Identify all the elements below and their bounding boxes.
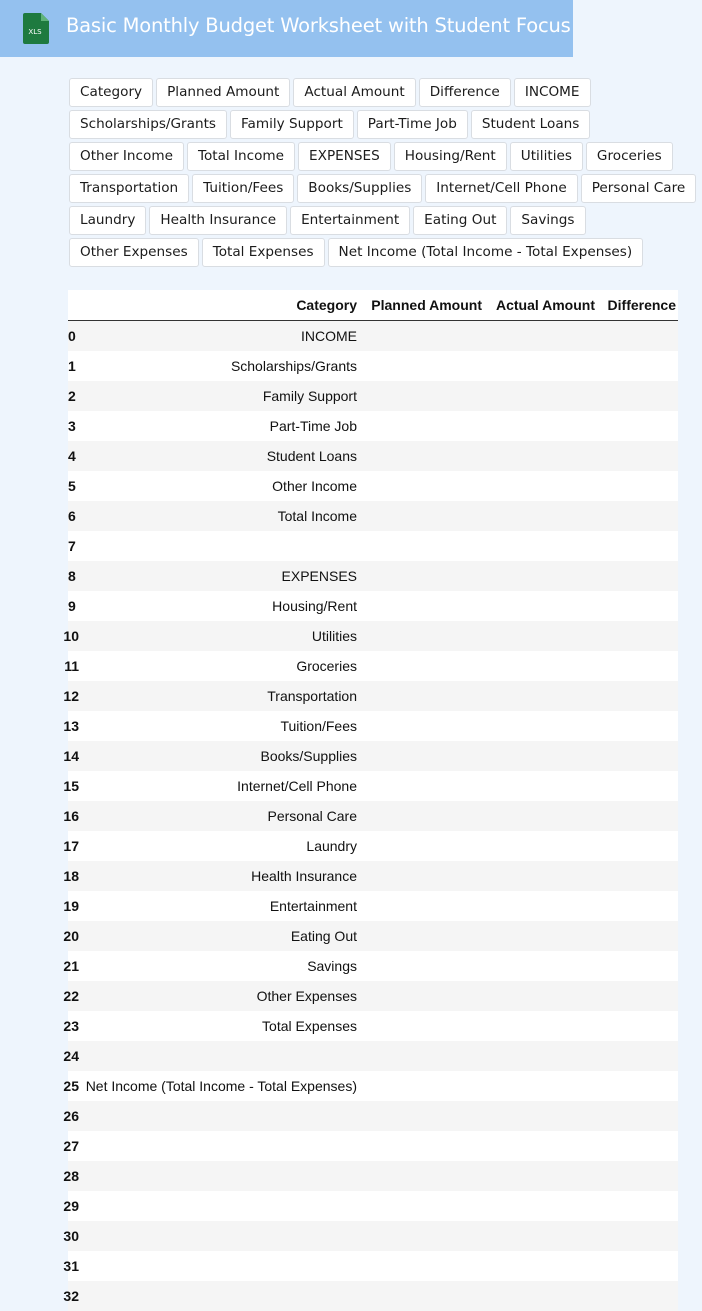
category-cell[interactable]: Internet/Cell Phone	[79, 771, 359, 801]
xls-icon-label: XLS	[28, 28, 42, 36]
spreadsheet[interactable]	[63, 290, 678, 1304]
planned-amount-cell[interactable]	[359, 501, 484, 531]
table-row	[68, 1281, 678, 1311]
row-index: 31	[68, 1251, 79, 1281]
row-index: 6	[68, 501, 79, 531]
column-chip[interactable]: EXPENSES	[298, 142, 391, 171]
column-chip[interactable]: Student Loans	[471, 110, 591, 139]
row-index: 11	[68, 651, 79, 681]
table-row	[68, 471, 678, 501]
column-chip[interactable]: INCOME	[514, 78, 591, 107]
planned-amount-cell[interactable]	[359, 531, 484, 561]
column-chip[interactable]: Scholarships/Grants	[69, 110, 227, 139]
row-index: 24	[68, 1041, 79, 1071]
category-cell[interactable]	[79, 1251, 359, 1281]
difference-cell[interactable]	[597, 381, 678, 411]
actual-amount-cell[interactable]	[484, 951, 597, 981]
row-index: 14	[68, 741, 79, 771]
actual-amount-cell[interactable]	[484, 1251, 597, 1281]
row-index: 16	[68, 801, 79, 831]
table-row	[68, 381, 678, 411]
actual-amount-cell[interactable]	[484, 861, 597, 891]
actual-amount-cell[interactable]	[484, 351, 597, 381]
actual-amount-cell[interactable]	[484, 741, 597, 771]
actual-amount-cell[interactable]	[484, 681, 597, 711]
column-chip[interactable]: Family Support	[230, 110, 354, 139]
table-header-row	[68, 290, 678, 321]
column-chip[interactable]: Eating Out	[413, 206, 507, 235]
actual-amount-cell[interactable]	[484, 1221, 597, 1251]
actual-amount-cell[interactable]	[484, 621, 597, 651]
category-cell[interactable]: Total Income	[79, 501, 359, 531]
table-row	[68, 921, 678, 951]
difference-cell[interactable]	[597, 891, 678, 921]
planned-amount-cell[interactable]	[359, 651, 484, 681]
column-chip-list	[69, 78, 702, 267]
column-header-planned-amount[interactable]: Planned Amount	[359, 290, 484, 321]
category-cell[interactable]	[79, 1131, 359, 1161]
planned-amount-cell[interactable]	[359, 561, 484, 591]
row-index: 17	[68, 831, 79, 861]
actual-amount-cell[interactable]	[484, 771, 597, 801]
actual-amount-cell[interactable]	[484, 921, 597, 951]
table-row	[68, 861, 678, 891]
table-row	[68, 1191, 678, 1221]
actual-amount-cell[interactable]	[484, 1071, 597, 1101]
category-cell[interactable]	[79, 531, 359, 561]
category-cell[interactable]: Entertainment	[79, 891, 359, 921]
planned-amount-cell[interactable]	[359, 411, 484, 441]
category-cell[interactable]	[79, 1041, 359, 1071]
planned-amount-cell[interactable]	[359, 1281, 484, 1311]
planned-amount-cell[interactable]	[359, 1131, 484, 1161]
planned-amount-cell[interactable]	[359, 1251, 484, 1281]
planned-amount-cell[interactable]	[359, 801, 484, 831]
actual-amount-cell[interactable]	[484, 1041, 597, 1071]
row-index: 28	[68, 1161, 79, 1191]
table-row	[68, 1161, 678, 1191]
planned-amount-cell[interactable]	[359, 1041, 484, 1071]
column-chip[interactable]: Other Expenses	[69, 238, 199, 267]
category-cell[interactable]: Other Income	[79, 471, 359, 501]
difference-cell[interactable]	[597, 1131, 678, 1161]
column-chip[interactable]: Savings	[510, 206, 585, 235]
row-index: 0	[68, 321, 79, 352]
column-chip[interactable]: Difference	[419, 78, 511, 107]
planned-amount-cell[interactable]	[359, 321, 484, 352]
planned-amount-cell[interactable]	[359, 381, 484, 411]
actual-amount-cell[interactable]	[484, 531, 597, 561]
table-row	[68, 1101, 678, 1131]
actual-amount-cell[interactable]	[484, 321, 597, 352]
category-cell[interactable]	[79, 1191, 359, 1221]
category-cell[interactable]: Transportation	[79, 681, 359, 711]
difference-cell[interactable]	[597, 1101, 678, 1131]
category-cell[interactable]: Net Income (Total Income - Total Expenses)	[79, 1071, 359, 1101]
actual-amount-cell[interactable]	[484, 1161, 597, 1191]
planned-amount-cell[interactable]	[359, 861, 484, 891]
difference-cell[interactable]	[597, 591, 678, 621]
category-cell[interactable]	[79, 1221, 359, 1251]
table-row	[68, 1011, 678, 1041]
column-chip[interactable]: Other Income	[69, 142, 184, 171]
table-row	[68, 561, 678, 591]
planned-amount-cell[interactable]	[359, 891, 484, 921]
actual-amount-cell[interactable]	[484, 1131, 597, 1161]
difference-cell[interactable]	[597, 1011, 678, 1041]
table-row	[68, 411, 678, 441]
column-header-category[interactable]: Category	[79, 290, 359, 321]
planned-amount-cell[interactable]	[359, 951, 484, 981]
category-cell[interactable]: Family Support	[79, 381, 359, 411]
column-chip[interactable]: Groceries	[586, 142, 673, 171]
category-cell[interactable]: Part-Time Job	[79, 411, 359, 441]
planned-amount-cell[interactable]	[359, 981, 484, 1011]
category-cell[interactable]: Books/Supplies	[79, 741, 359, 771]
table-row	[68, 681, 678, 711]
row-index: 3	[68, 411, 79, 441]
column-chip[interactable]: Health Insurance	[149, 206, 287, 235]
actual-amount-cell[interactable]	[484, 1011, 597, 1041]
table-row	[68, 651, 678, 681]
difference-cell[interactable]	[597, 861, 678, 891]
difference-cell[interactable]	[597, 921, 678, 951]
difference-cell[interactable]	[597, 471, 678, 501]
row-index: 2	[68, 381, 79, 411]
xls-file-icon	[23, 13, 49, 44]
planned-amount-cell[interactable]	[359, 1161, 484, 1191]
difference-cell[interactable]	[597, 951, 678, 981]
actual-amount-cell[interactable]	[484, 561, 597, 591]
column-chip[interactable]: Tuition/Fees	[192, 174, 294, 203]
actual-amount-cell[interactable]	[484, 981, 597, 1011]
difference-cell[interactable]	[597, 1041, 678, 1071]
difference-cell[interactable]	[597, 441, 678, 471]
column-chip[interactable]: Planned Amount	[156, 78, 290, 107]
row-index: 30	[68, 1221, 79, 1251]
difference-cell[interactable]	[597, 801, 678, 831]
difference-cell[interactable]	[597, 351, 678, 381]
difference-cell[interactable]	[597, 1161, 678, 1191]
column-chip[interactable]: Total Expenses	[202, 238, 325, 267]
actual-amount-cell[interactable]	[484, 381, 597, 411]
actual-amount-cell[interactable]	[484, 501, 597, 531]
planned-amount-cell[interactable]	[359, 621, 484, 651]
row-index: 12	[68, 681, 79, 711]
title-bar	[0, 0, 573, 57]
planned-amount-cell[interactable]	[359, 831, 484, 861]
difference-cell[interactable]	[597, 1281, 678, 1311]
table-row	[68, 951, 678, 981]
category-cell[interactable]: Health Insurance	[79, 861, 359, 891]
table-row	[68, 501, 678, 531]
table-row	[68, 711, 678, 741]
difference-cell[interactable]	[597, 1221, 678, 1251]
category-cell[interactable]: Eating Out	[79, 921, 359, 951]
planned-amount-cell[interactable]	[359, 771, 484, 801]
page-title: Basic Monthly Budget Worksheet with Student Focus	[66, 14, 571, 37]
column-chip[interactable]: Part-Time Job	[357, 110, 468, 139]
actual-amount-cell[interactable]	[484, 1191, 597, 1221]
row-index: 27	[68, 1131, 79, 1161]
row-index: 32	[68, 1281, 79, 1311]
row-index: 15	[68, 771, 79, 801]
column-chip[interactable]: Housing/Rent	[394, 142, 507, 171]
category-cell[interactable]: Personal Care	[79, 801, 359, 831]
table-row	[68, 831, 678, 861]
row-index: 25	[68, 1071, 79, 1101]
difference-cell[interactable]	[597, 531, 678, 561]
column-chip[interactable]: Entertainment	[290, 206, 410, 235]
actual-amount-cell[interactable]	[484, 891, 597, 921]
table-row	[68, 441, 678, 471]
planned-amount-cell[interactable]	[359, 471, 484, 501]
row-index: 22	[68, 981, 79, 1011]
difference-cell[interactable]	[597, 1191, 678, 1221]
table-row	[68, 741, 678, 771]
planned-amount-cell[interactable]	[359, 921, 484, 951]
column-chip[interactable]: Actual Amount	[293, 78, 415, 107]
column-chip[interactable]: Personal Care	[581, 174, 697, 203]
row-index: 23	[68, 1011, 79, 1041]
row-index: 9	[68, 591, 79, 621]
category-cell[interactable]	[79, 1161, 359, 1191]
planned-amount-cell[interactable]	[359, 711, 484, 741]
table-row	[68, 1251, 678, 1281]
difference-cell[interactable]	[597, 321, 678, 352]
difference-cell[interactable]	[597, 831, 678, 861]
category-cell[interactable]: Other Expenses	[79, 981, 359, 1011]
column-chip[interactable]: Books/Supplies	[297, 174, 422, 203]
table-row	[68, 981, 678, 1011]
table-row	[68, 621, 678, 651]
planned-amount-cell[interactable]	[359, 591, 484, 621]
actual-amount-cell[interactable]	[484, 831, 597, 861]
table-row	[68, 771, 678, 801]
table-row	[68, 1071, 678, 1101]
difference-cell[interactable]	[597, 1251, 678, 1281]
category-cell[interactable]: Total Expenses	[79, 1011, 359, 1041]
column-header-index	[68, 290, 79, 321]
planned-amount-cell[interactable]	[359, 1071, 484, 1101]
planned-amount-cell[interactable]	[359, 441, 484, 471]
column-chip[interactable]: Net Income (Total Income - Total Expenses)	[328, 238, 644, 267]
row-index: 18	[68, 861, 79, 891]
actual-amount-cell[interactable]	[484, 801, 597, 831]
column-chip[interactable]: Internet/Cell Phone	[425, 174, 577, 203]
difference-cell[interactable]	[597, 561, 678, 591]
table-row	[68, 1221, 678, 1251]
difference-cell[interactable]	[597, 711, 678, 741]
planned-amount-cell[interactable]	[359, 351, 484, 381]
category-cell[interactable]: Savings	[79, 951, 359, 981]
difference-cell[interactable]	[597, 681, 678, 711]
difference-cell[interactable]	[597, 771, 678, 801]
actual-amount-cell[interactable]	[484, 711, 597, 741]
row-index: 7	[68, 531, 79, 561]
row-index: 21	[68, 951, 79, 981]
category-cell[interactable]: Student Loans	[79, 441, 359, 471]
column-chip[interactable]: Utilities	[510, 142, 583, 171]
actual-amount-cell[interactable]	[484, 651, 597, 681]
planned-amount-cell[interactable]	[359, 681, 484, 711]
category-cell[interactable]: Laundry	[79, 831, 359, 861]
category-cell[interactable]: Groceries	[79, 651, 359, 681]
category-cell[interactable]: Utilities	[79, 621, 359, 651]
column-header-difference[interactable]: Difference	[597, 290, 678, 321]
column-chip[interactable]: Laundry	[69, 206, 146, 235]
planned-amount-cell[interactable]	[359, 1011, 484, 1041]
column-header-actual-amount[interactable]: Actual Amount	[484, 290, 597, 321]
actual-amount-cell[interactable]	[484, 411, 597, 441]
row-index: 1	[68, 351, 79, 381]
table-row	[68, 351, 678, 381]
row-index: 5	[68, 471, 79, 501]
table-row	[68, 891, 678, 921]
row-index: 4	[68, 441, 79, 471]
column-chip[interactable]: Transportation	[69, 174, 189, 203]
budget-table	[63, 290, 678, 1311]
difference-cell[interactable]	[597, 411, 678, 441]
category-cell[interactable]: EXPENSES	[79, 561, 359, 591]
difference-cell[interactable]	[597, 981, 678, 1011]
row-index: 8	[68, 561, 79, 591]
category-cell[interactable]: Housing/Rent	[79, 591, 359, 621]
planned-amount-cell[interactable]	[359, 1221, 484, 1251]
row-index: 20	[68, 921, 79, 951]
row-index: 13	[68, 711, 79, 741]
planned-amount-cell[interactable]	[359, 741, 484, 771]
row-index: 10	[68, 621, 79, 651]
table-row	[68, 531, 678, 561]
row-index: 19	[68, 891, 79, 921]
category-cell[interactable]: Scholarships/Grants	[79, 351, 359, 381]
row-index: 26	[68, 1101, 79, 1131]
table-row	[68, 1131, 678, 1161]
category-cell[interactable]	[79, 1101, 359, 1131]
planned-amount-cell[interactable]	[359, 1101, 484, 1131]
table-row	[68, 1041, 678, 1071]
table-row	[68, 591, 678, 621]
difference-cell[interactable]	[597, 621, 678, 651]
category-cell[interactable]: INCOME	[79, 321, 359, 352]
actual-amount-cell[interactable]	[484, 471, 597, 501]
row-index: 29	[68, 1191, 79, 1221]
actual-amount-cell[interactable]	[484, 1281, 597, 1311]
actual-amount-cell[interactable]	[484, 591, 597, 621]
actual-amount-cell[interactable]	[484, 441, 597, 471]
difference-cell[interactable]	[597, 501, 678, 531]
actual-amount-cell[interactable]	[484, 1101, 597, 1131]
table-row	[68, 801, 678, 831]
column-chip[interactable]: Total Income	[187, 142, 295, 171]
difference-cell[interactable]	[597, 651, 678, 681]
category-cell[interactable]	[79, 1281, 359, 1311]
category-cell[interactable]: Tuition/Fees	[79, 711, 359, 741]
difference-cell[interactable]	[597, 741, 678, 771]
table-row	[68, 321, 678, 352]
difference-cell[interactable]	[597, 1071, 678, 1101]
column-chip[interactable]: Category	[69, 78, 153, 107]
planned-amount-cell[interactable]	[359, 1191, 484, 1221]
